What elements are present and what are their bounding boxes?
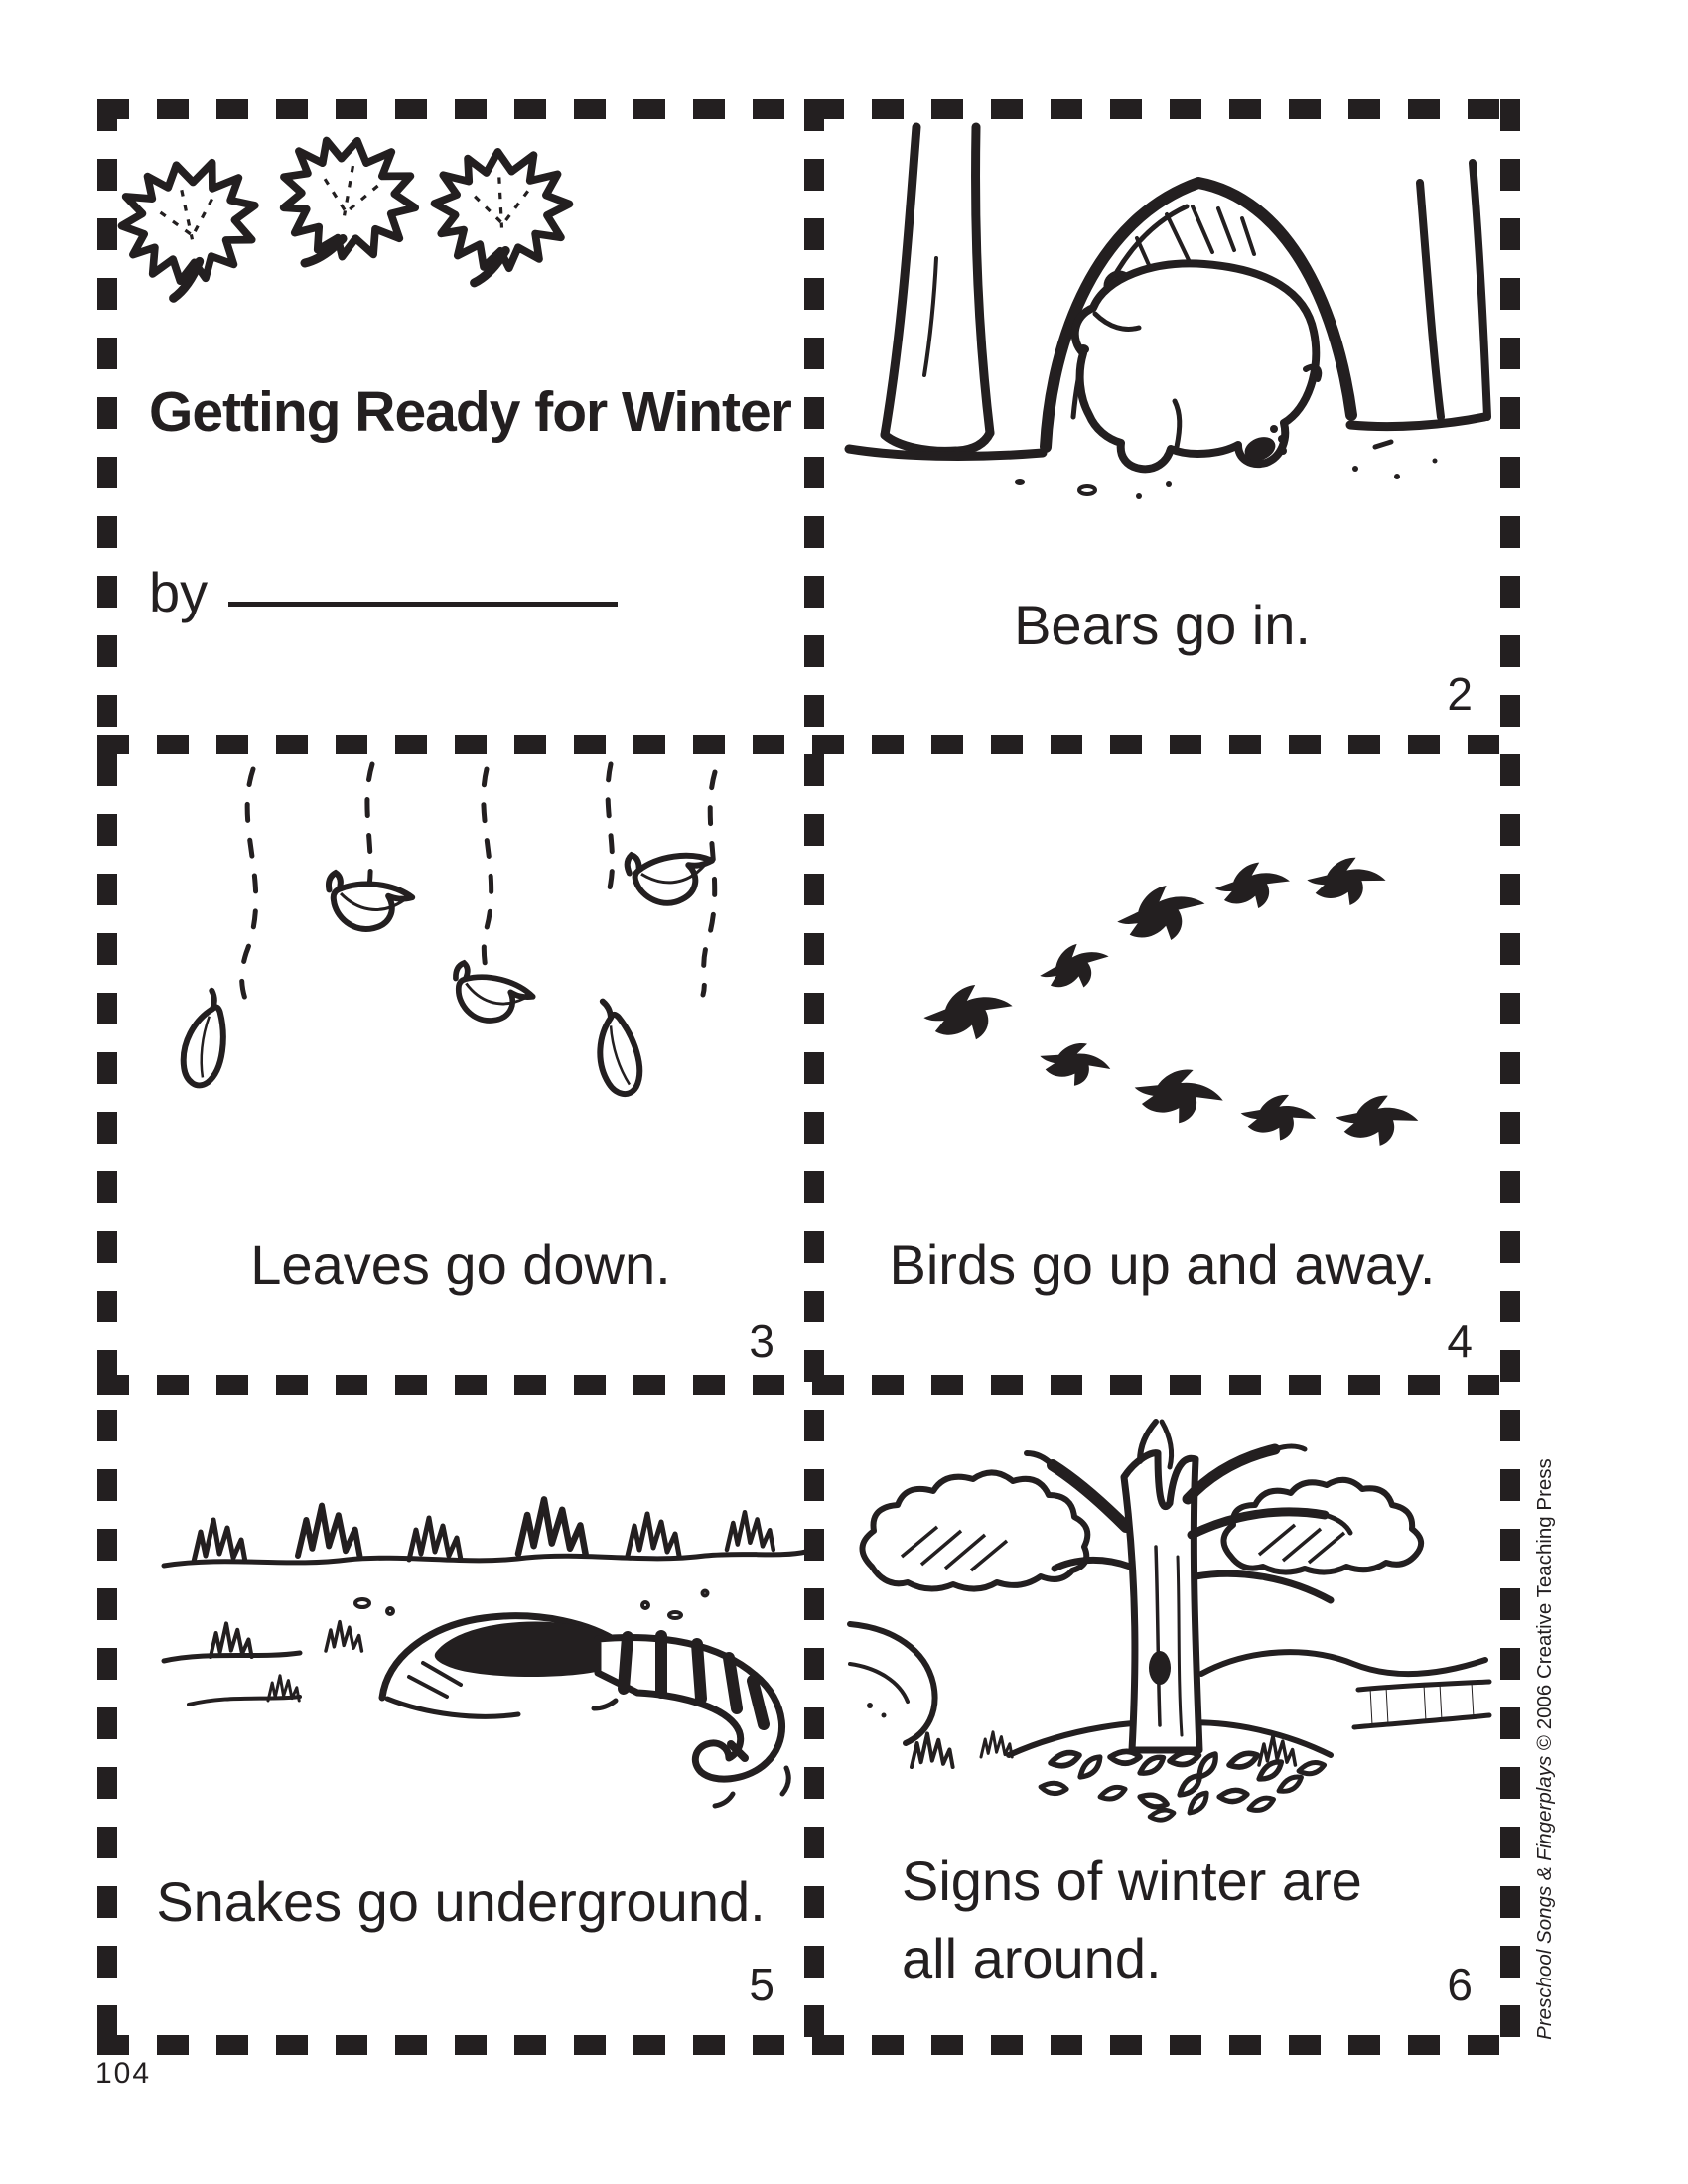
byline-label: by	[149, 561, 209, 623]
copyright-publisher: © 2006 Creative Teaching Press	[1533, 1458, 1556, 1756]
caption-winter-line1: Signs of winter are	[902, 1849, 1362, 1912]
bare-tree-scene-illustration	[842, 1408, 1497, 1835]
caption-birds: Birds go up and away.	[889, 1233, 1436, 1296]
page-number-3: 3	[749, 1315, 774, 1367]
book-page-number: 104	[95, 2057, 152, 2090]
caption-leaves: Leaves go down.	[250, 1233, 671, 1296]
snake-underground-illustration	[149, 1444, 824, 1832]
bear-entering-den-illustration	[839, 119, 1494, 526]
page-number-5: 5	[749, 1959, 774, 2010]
maple-leaves-illustration	[111, 127, 578, 345]
book-title: Getting Ready for Winter	[149, 380, 791, 444]
cut-line-left	[97, 99, 117, 2055]
page-number-4: 4	[1447, 1315, 1473, 1367]
caption-snakes: Snakes go underground.	[156, 1870, 766, 1933]
caption-bears: Bears go in.	[1014, 594, 1311, 656]
byline-blank-line	[228, 602, 618, 607]
birds-flying-illustration	[844, 764, 1499, 1161]
copyright-credit	[1533, 1458, 1557, 2040]
falling-leaves-illustration	[159, 754, 804, 1161]
caption-winter-signs	[902, 1843, 1458, 1997]
cut-line-right	[1500, 99, 1520, 2055]
page-number-6: 6	[1447, 1959, 1473, 2010]
caption-winter-line2: all around.	[902, 1927, 1162, 1989]
page-number-2: 2	[1447, 668, 1473, 720]
copyright-series-title: Preschool Songs & Fingerplays	[1533, 1755, 1556, 2040]
